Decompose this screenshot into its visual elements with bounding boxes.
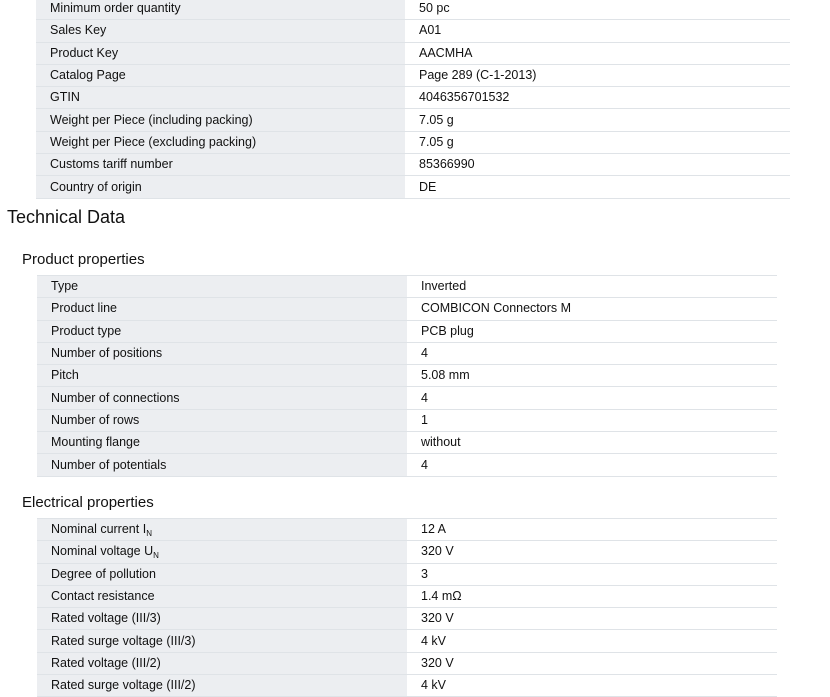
label-text: Nominal voltage U bbox=[51, 544, 154, 559]
row-value: 320 V bbox=[407, 652, 777, 674]
table-row bbox=[36, 20, 790, 42]
label-subscript: N bbox=[146, 529, 152, 539]
row-value: 4 bbox=[407, 342, 777, 364]
row-value: Inverted bbox=[407, 276, 777, 298]
table-row bbox=[37, 387, 777, 409]
row-label: Type bbox=[37, 276, 407, 298]
row-value: 7.05 g bbox=[405, 109, 790, 131]
row-value: 7.05 g bbox=[405, 131, 790, 153]
row-value: 1 bbox=[407, 409, 777, 431]
row-label: Customs tariff number bbox=[36, 154, 405, 176]
technical-data-heading: Technical Data bbox=[7, 207, 126, 227]
row-value: 3 bbox=[407, 563, 777, 585]
row-value: 85366990 bbox=[405, 154, 790, 176]
row-label: Number of connections bbox=[37, 387, 407, 409]
row-label: Sales Key bbox=[36, 20, 405, 42]
table-row bbox=[36, 64, 790, 86]
row-value: 4 bbox=[407, 454, 777, 476]
row-label bbox=[37, 519, 407, 541]
product-properties-heading: Product properties bbox=[22, 251, 145, 268]
row-label: Rated voltage (III/3) bbox=[37, 608, 407, 630]
table-row bbox=[37, 585, 777, 607]
table-row bbox=[36, 176, 790, 198]
row-label: Number of rows bbox=[37, 409, 407, 431]
table-row bbox=[36, 87, 790, 109]
row-value: Page 289 (C-1-2013) bbox=[405, 64, 790, 86]
row-label: Country of origin bbox=[36, 176, 405, 198]
table-row bbox=[36, 109, 790, 131]
row-value: COMBICON Connectors M bbox=[407, 298, 777, 320]
row-value: 320 V bbox=[407, 541, 777, 563]
table-row bbox=[36, 0, 790, 20]
table-row bbox=[37, 652, 777, 674]
row-label bbox=[37, 541, 407, 563]
table-row bbox=[36, 42, 790, 64]
row-value: A01 bbox=[405, 20, 790, 42]
row-label: Product Key bbox=[36, 42, 405, 64]
table-row bbox=[37, 409, 777, 431]
row-label: Weight per Piece (excluding packing) bbox=[36, 131, 405, 153]
table-row bbox=[36, 154, 790, 176]
row-label: Number of positions bbox=[37, 342, 407, 364]
row-label: Product line bbox=[37, 298, 407, 320]
row-label: GTIN bbox=[36, 87, 405, 109]
row-label: Weight per Piece (including packing) bbox=[36, 109, 405, 131]
label-subscript: N bbox=[153, 551, 159, 561]
table-row bbox=[37, 608, 777, 630]
table-row bbox=[37, 298, 777, 320]
table-row bbox=[37, 519, 777, 541]
table-row bbox=[37, 432, 777, 454]
table-row bbox=[37, 342, 777, 364]
general-data-table bbox=[36, 0, 790, 199]
row-value: AACMHA bbox=[405, 42, 790, 64]
row-label: Rated voltage (III/2) bbox=[37, 652, 407, 674]
table-row bbox=[37, 675, 777, 697]
table-row bbox=[37, 630, 777, 652]
row-value: DE bbox=[405, 176, 790, 198]
electrical-properties-heading: Electrical properties bbox=[22, 494, 154, 511]
row-label: Pitch bbox=[37, 365, 407, 387]
table-row bbox=[37, 365, 777, 387]
row-value: 4 kV bbox=[407, 630, 777, 652]
row-label: Rated surge voltage (III/3) bbox=[37, 630, 407, 652]
row-value: PCB plug bbox=[407, 320, 777, 342]
table-row bbox=[36, 131, 790, 153]
table-row bbox=[37, 276, 777, 298]
row-label: Product type bbox=[37, 320, 407, 342]
row-label: Catalog Page bbox=[36, 64, 405, 86]
table-row bbox=[37, 454, 777, 476]
product-properties-table bbox=[37, 275, 777, 477]
row-label: Rated surge voltage (III/2) bbox=[37, 675, 407, 697]
row-value: 1.4 mΩ bbox=[407, 585, 777, 607]
table-row bbox=[37, 541, 777, 563]
row-value: 4046356701532 bbox=[405, 87, 790, 109]
row-value: 50 pc bbox=[405, 0, 790, 20]
label-text: Nominal current I bbox=[51, 522, 147, 537]
row-label: Number of potentials bbox=[37, 454, 407, 476]
table-row bbox=[37, 320, 777, 342]
electrical-properties-table bbox=[37, 518, 777, 697]
row-value: 4 bbox=[407, 387, 777, 409]
row-value: 320 V bbox=[407, 608, 777, 630]
row-value: 5.08 mm bbox=[407, 365, 777, 387]
row-label: Contact resistance bbox=[37, 585, 407, 607]
row-value: without bbox=[407, 432, 777, 454]
row-label: Minimum order quantity bbox=[36, 0, 405, 20]
row-label: Degree of pollution bbox=[37, 563, 407, 585]
row-value: 12 A bbox=[407, 519, 777, 541]
row-label: Mounting flange bbox=[37, 432, 407, 454]
table-row bbox=[37, 563, 777, 585]
row-value: 4 kV bbox=[407, 675, 777, 697]
